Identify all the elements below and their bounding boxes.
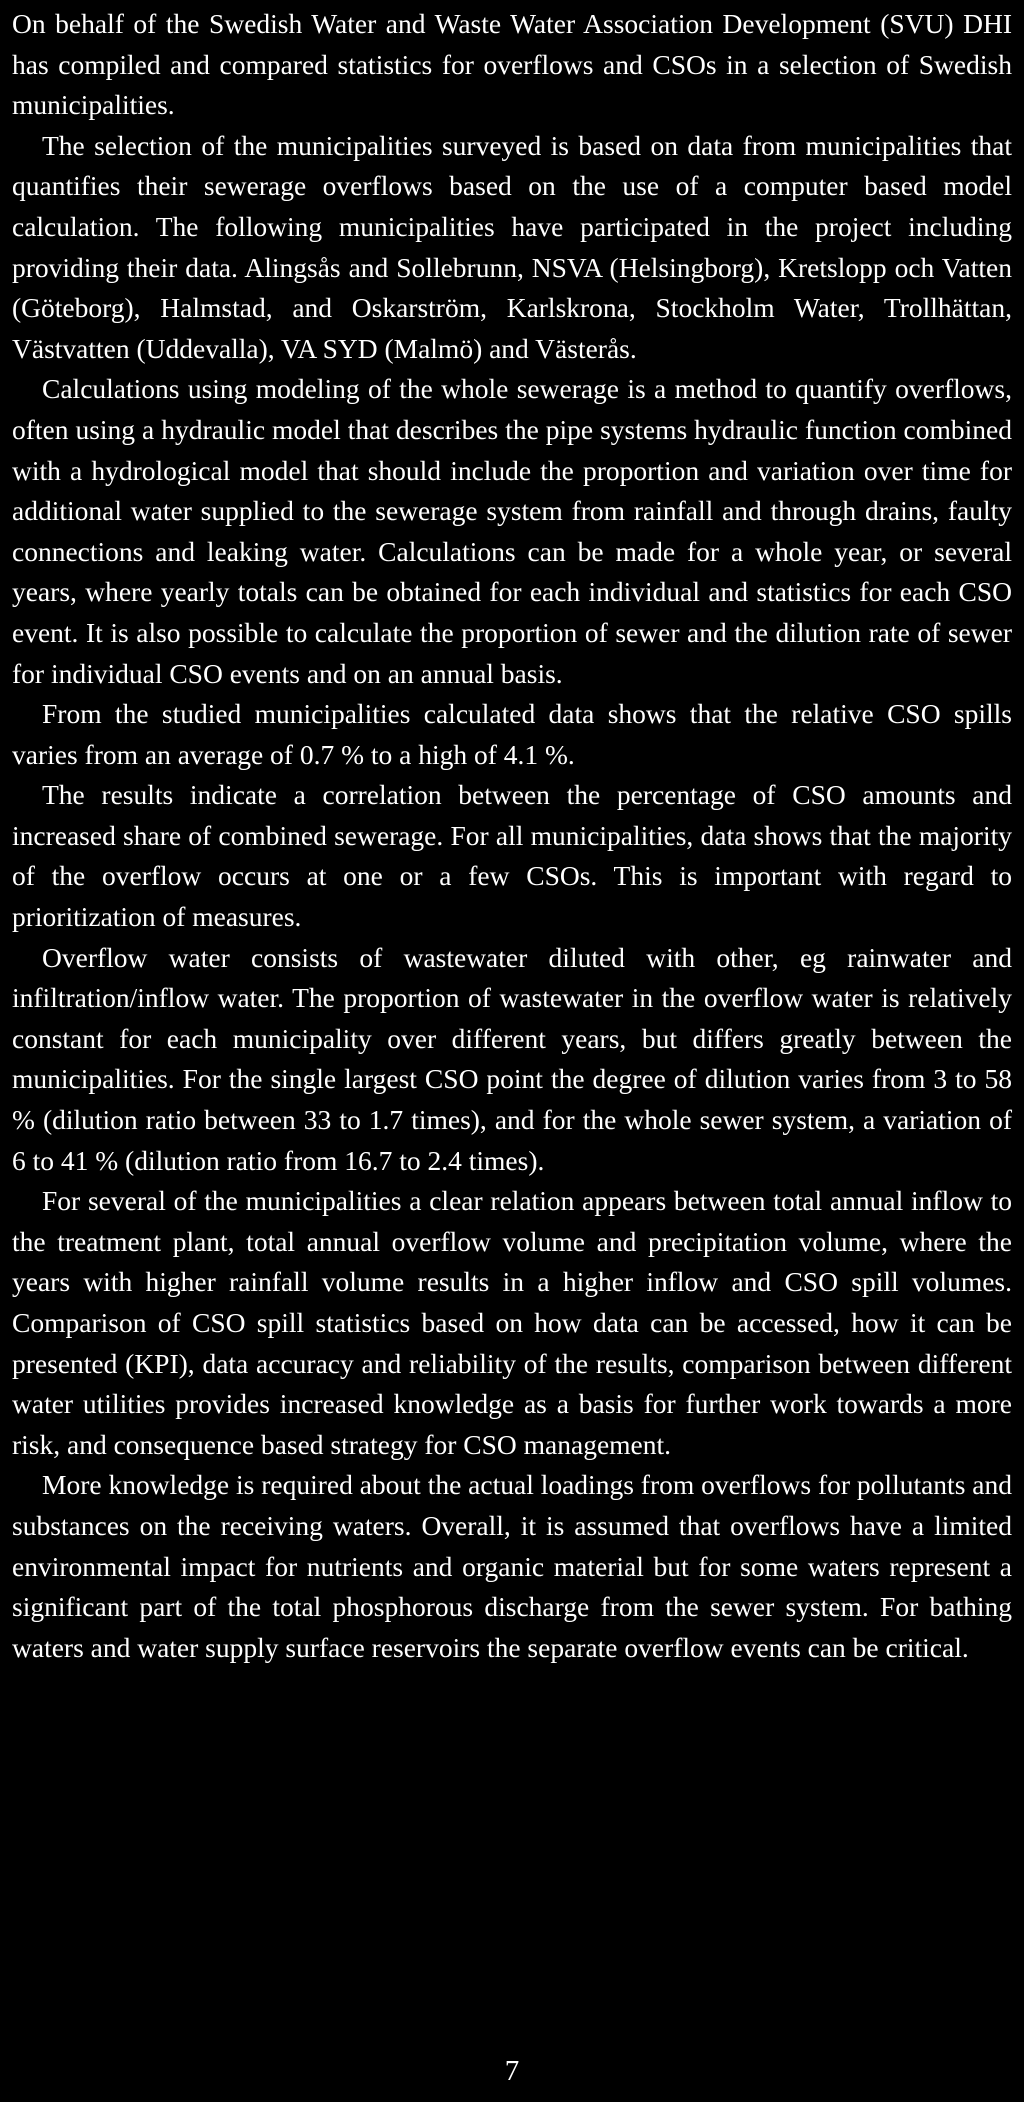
summary-text-body xyxy=(12,4,1012,1668)
paragraph-municipalities: The selection of the municipalities surveyed is based on data from municipalities that quantifies their sewerage overflows based on the use of a computer based model calculation. The following municipalities have participated in the project including providing their data. Alingsås and Sollebrunn, NSVA (Helsingborg), Kretslopp och Vatten (Göteborg), Halmstad, and Oskarström, Karlskrona, Stockholm Water, Trollhättan, Västvatten (Uddevalla), VA SYD (Malmö) and Västerås. xyxy=(12,129,1012,364)
paragraph-modeling: Calculations using modeling of the whole sewerage is a method to quantify overflows, often using a hydraulic model that describes the pipe systems hydraulic function combined with a hydrological model that should include the proportion and variation over time for additional water supplied to the sewerage system from rainfall and through drains, faulty connections and leaking water. Calculations can be made for a whole year, or several years, where yearly totals can be obtained for each individual and statistics for each CSO event. It is also possible to calculate the proportion of sewer and the dilution rate of sewer for individual CSO events and on an annual basis. xyxy=(12,373,1012,689)
paragraph-cso-spills: From the studied municipalities calculated data shows that the relative CSO spills varies from an average of 0.7 % to a high of 4.1 %. xyxy=(12,698,1012,770)
paragraph-dilution: Overflow water consists of wastewater diluted with other, eg rainwater and infiltration/inflow water. The proportion of wastewater in the overflow water is relatively constant for each municipality over different years, but differs greatly between the municipalities. For the single largest CSO point the degree of dilution varies from 3 to 58 % (dilution ratio between 33 to 1.7 times), and for the whole sewer system, a variation of 6 to 41 % (dilution ratio from 16.7 to 2.4 times). xyxy=(12,941,1012,1176)
paragraph-intro: On behalf of the Swedish Water and Waste Water Association Development (SVU) DHI has compiled and compared statistics for overflows and CSOs in a selection of Swedish municipalities. xyxy=(12,8,1012,121)
paragraph-correlation: The results indicate a correlation between the percentage of CSO amounts and increased share of combined sewerage. For all municipalities, data shows that the majority of the overflow occurs at one or a few CSOs. This is important with regard to prioritization of measures. xyxy=(12,779,1012,933)
paragraph-knowledge: More knowledge is required about the actual loadings from overflows for pollutants and substances on the receiving waters. Overall, it is assumed that overflows have a limited environmental impact for nutrients and organic material but for some waters represent a significant part of the total phosphorous discharge from the sewer system. For bathing waters and water supply surface reservoirs the separate overflow events can be critical. xyxy=(12,1469,1012,1663)
page-number: 7 xyxy=(504,2055,520,2087)
paragraph-inflow-relation: For several of the municipalities a clear relation appears between total annual inflow to the treatment plant, total annual overflow volume and precipitation volume, where the years with higher rainfall volume results in a higher inflow and CSO spill volumes. Comparison of CSO spill statistics based on how data can be accessed, how it can be presented (KPI), data accuracy and reliability of the results, comparison between different water utilities provides increased knowledge as a basis for further work towards a more risk, and consequence based strategy for CSO management. xyxy=(12,1185,1012,1460)
